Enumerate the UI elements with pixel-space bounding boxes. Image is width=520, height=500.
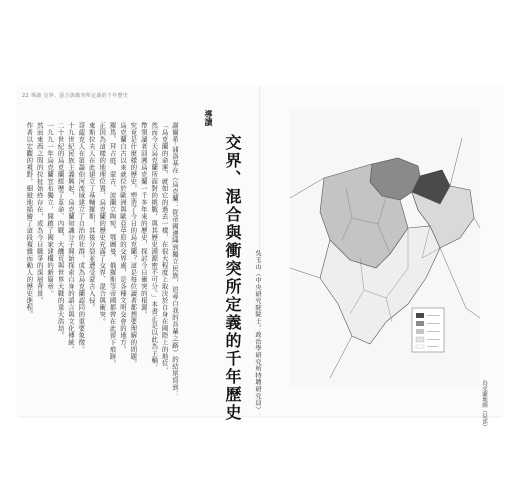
chapter-title: 交界、混合與衝突所定義的千年歷史 [223,134,242,422]
body-line: 十九世紀民族主義興起，烏克蘭知識分子開始探索自身的語言與文化傳統。 [66,122,75,353]
body-line: 然而今天烏克蘭所面對的挑戰，與其歷史淵源密不可分。」本書正是以此為主軸， [150,122,159,371]
body-line: 正因為這樣的地理位置，烏克蘭的歷史充滿了交界、混合與衝突。 [98,122,107,325]
body-line: 「烏克蘭的命運，就如它的過去一樣，在很大程度上取決於自身在國際上的地位， [160,122,169,374]
author-credit: 吳玉山（中央研究院院士、政治學研究所特聘研究員） [254,250,261,414]
body-line: 一九九一年烏克蘭宣布獨立，開啟了國家建構的新篇章。 [46,122,55,297]
body-line: 烏克蘭自古以來就位於歐洲與歐亞草原的交界處，是各種文明交會的地方。 [118,122,127,353]
body-line: 帶領讀者回溯烏克蘭一千多年來的歷史，探討今日衝突的根源。 [139,122,148,318]
section-kicker: 導讀 [204,110,213,126]
body-text [25,122,179,398]
body-line: 謝爾希‧浦洛基在《烏克蘭：從帝國邊陲到獨立民族，追尋自我的吾輩之路》的結尾寫到： [171,122,179,398]
body-line: 哥薩克人在第聶伯河流域建立了自治的社群，成為烏克蘭認同的重要象徵。 [77,122,86,353]
body-line: 究竟是什麼樣的歷史，塑造了今日的烏克蘭？這是每位讀者都想要理解的問題。 [129,122,138,367]
map-legend [412,308,444,352]
body-line: 羅馬、拜占庭、蒙古、波蘭立陶宛、鄂圖曼、俄羅斯等帝國都曾在此留下痕跡。 [108,122,117,367]
body-line: 二十世紀的烏克蘭經歷了革命、內戰、大饑荒與世界大戰的重大浩劫。 [56,122,65,339]
figure-caption: 鳥克蘭地圖（局部） [481,380,487,430]
running-head: 22 導讀 交界、混合與衝突所定義的千年歷史 [22,93,129,99]
body-line: 東斯拉夫人在此建立了基輔羅斯，其後分裂並遭受蒙古入侵。 [87,122,96,311]
body-line: 作者以宏觀的視野，細緻地描繪了這段複雜而動人的歷史進程。 [25,122,34,318]
body-line: 然而東西之間的拉扯始終存在，成為今日戰爭的深層背景。 [35,122,44,304]
ukraine-map [290,108,480,388]
